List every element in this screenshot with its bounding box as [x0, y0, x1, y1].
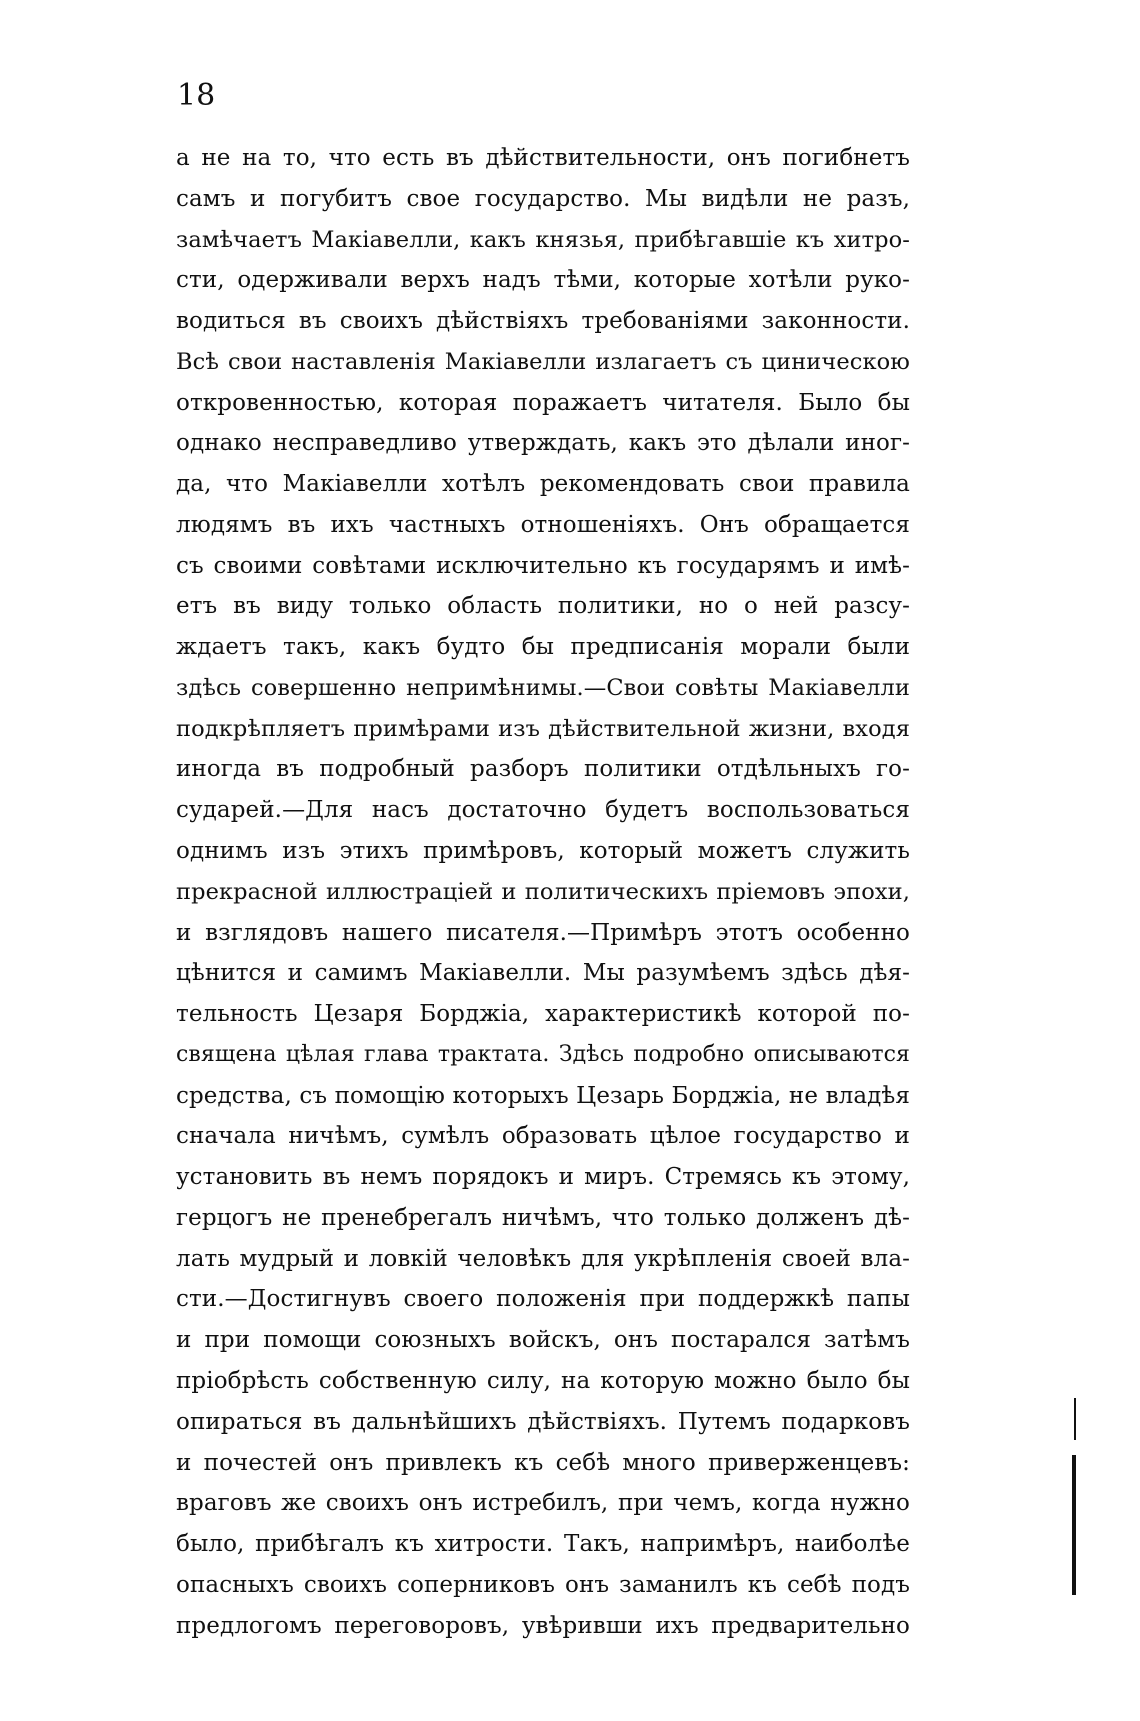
text-line: священа цѣлая глава трактата. Здѣсь подробно описываются	[176, 1041, 910, 1067]
text-line: подкрѣпляетъ примѣрами изъ дѣйствительной жизни, входя	[176, 715, 910, 742]
text-line: сти, одерживали верхъ надъ тѣми, которые хотѣли руко-	[176, 267, 910, 294]
text-line: здѣсь совершенно непримѣнимы.—Свои совѣты Макіавелли	[176, 674, 910, 701]
text-line: пріобрѣсть собственную силу, на которую можно было бы	[176, 1367, 910, 1394]
text-line: откровенностью, которая поражаетъ читателя. Было бы	[176, 389, 910, 416]
text-line: етъ въ виду только область политики, но о ней разсу-	[176, 593, 910, 620]
text-line: замѣчаетъ Макіавелли, какъ князья, прибѣгавшіе къ хитро-	[176, 226, 910, 253]
text-line: сначала ничѣмъ, сумѣлъ образовать цѣлое государство и	[176, 1123, 910, 1150]
text-line: людямъ въ ихъ частныхъ отношеніяхъ. Онъ обращается	[176, 511, 910, 538]
text-line: сти.—Достигнувъ своего положенія при поддержкѣ папы	[176, 1286, 910, 1313]
text-line: и при помощи союзныхъ войскъ, онъ постарался затѣмъ	[176, 1327, 910, 1354]
text-line: ждаетъ такъ, какъ будто бы предписанія морали были	[176, 634, 910, 661]
text-line: тельность Цезаря Борджіа, характеристикѣ которой по-	[176, 1001, 910, 1028]
text-line: было, прибѣгалъ къ хитрости. Такъ, напримѣръ, наиболѣе	[176, 1531, 910, 1558]
page-number: 18	[177, 78, 216, 113]
text-line: предлогомъ переговоровъ, увѣривши ихъ предварительно	[176, 1612, 910, 1639]
text-line: опасныхъ своихъ соперниковъ онъ заманилъ къ себѣ подъ	[176, 1571, 910, 1598]
text-line: и почестей онъ привлекъ къ себѣ много приверженцевъ:	[176, 1449, 910, 1476]
scan-edge-mark	[1072, 1455, 1076, 1595]
text-line: да, что Макіавелли хотѣлъ рекомендовать свои правила	[176, 471, 910, 498]
text-line: а не на то, что есть въ дѣйствительности, онъ погибнетъ	[176, 145, 910, 171]
text-line: сударей.—Для насъ достаточно будетъ воспользоваться	[176, 797, 910, 824]
text-line: опираться въ дальнѣйшихъ дѣйствіяхъ. Путемъ подарковъ	[176, 1408, 910, 1435]
text-line: лать мудрый и ловкій человѣкъ для укрѣпленія своей вла-	[176, 1245, 910, 1272]
text-line: прекрасной иллюстраціей и политическихъ пріемовъ эпохи,	[176, 878, 910, 905]
text-line: водиться въ своихъ дѣйствіяхъ требованіями законности.	[176, 308, 910, 335]
body-text	[176, 138, 910, 1646]
text-line: Всѣ свои наставленія Макіавелли излагаетъ съ циническою	[176, 348, 910, 375]
text-line: цѣнится и самимъ Макіавелли. Мы разумѣемъ здѣсь дѣя-	[176, 960, 910, 987]
text-line: иногда въ подробный разборъ политики отдѣльныхъ го-	[176, 756, 910, 783]
text-line: враговъ же своихъ онъ истребилъ, при чемъ, когда нужно	[176, 1490, 910, 1517]
text-line: герцогъ не пренебрегалъ ничѣмъ, что только долженъ дѣ-	[176, 1204, 910, 1231]
text-line: однимъ изъ этихъ примѣровъ, который можетъ служить	[176, 838, 910, 865]
text-line: самъ и погубитъ свое государство. Мы видѣли не разъ,	[176, 185, 910, 212]
text-line: средства, съ помощію которыхъ Цезарь Борджіа, не владѣя	[176, 1082, 910, 1109]
text-line: и взглядовъ нашего писателя.—Примѣръ этотъ особенно	[176, 919, 910, 946]
text-line: однако несправедливо утверждать, какъ это дѣлали иног-	[176, 430, 910, 457]
text-line: съ своими совѣтами исключительно къ государямъ и имѣ-	[176, 552, 910, 579]
scan-edge-mark	[1074, 1398, 1076, 1440]
text-line: установить въ немъ порядокъ и миръ. Стремясь къ этому,	[176, 1164, 910, 1191]
